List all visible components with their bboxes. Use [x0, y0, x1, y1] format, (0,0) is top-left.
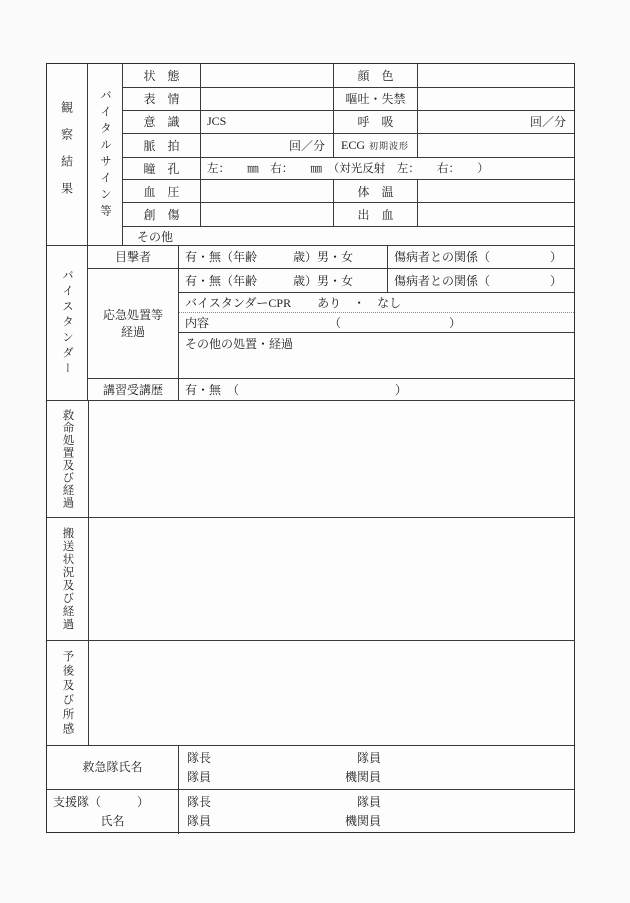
bystander-section — [47, 246, 574, 401]
crew-line-2 — [179, 768, 574, 787]
aid-witness-field[interactable]: 有・無（年齢 歳）男・女 — [179, 269, 388, 292]
crew-engineer-label[interactable]: 機関員 — [344, 769, 381, 784]
consciousness-label: 意 識 — [123, 111, 201, 133]
vomit-incontinence-field[interactable] — [418, 88, 574, 110]
pulse-field[interactable]: 回／分 — [201, 134, 334, 157]
cpr-field[interactable] — [179, 293, 574, 312]
observation-section-label-text: 観察結果 — [59, 100, 74, 209]
vomit-incontinence-label: 嘔吐・失禁 — [334, 88, 418, 110]
bystander-rows — [88, 246, 574, 400]
prognosis-section-label — [47, 641, 89, 745]
bleeding-field[interactable] — [418, 203, 574, 226]
support-crew-section — [47, 790, 574, 834]
support-member1-label[interactable]: 隊員 — [356, 795, 381, 809]
blood-pressure-label: 血 圧 — [123, 180, 201, 202]
witness-label: 目撃者 — [88, 246, 179, 268]
crew-name-fields — [179, 746, 574, 789]
support-engineer-label[interactable]: 機関員 — [344, 814, 381, 828]
row-state — [123, 64, 574, 88]
rescue-section-label-text: 救命処置及び経過 — [61, 409, 74, 509]
first-aid-label-line2: 経過 — [120, 324, 145, 339]
prognosis-section — [47, 641, 574, 746]
ecg-sub-label: 初期波形 — [369, 140, 410, 151]
transport-section — [47, 518, 574, 641]
face-color-field[interactable] — [418, 64, 574, 87]
row-blood-pressure — [123, 180, 574, 203]
vital-rows — [123, 64, 574, 245]
pulse-label: 脈 拍 — [123, 134, 201, 157]
blood-pressure-field[interactable] — [201, 180, 334, 202]
state-label: 状 態 — [123, 64, 201, 87]
content-label-text: 内容 — [185, 316, 210, 330]
breathing-label: 呼 吸 — [334, 111, 418, 133]
row-pupil — [123, 158, 574, 181]
row-consciousness — [123, 111, 574, 134]
transport-section-label — [47, 518, 89, 640]
row-wound — [123, 203, 574, 227]
temperature-label: 体 温 — [334, 180, 418, 202]
first-aid-label-line1: 応急処置等 — [102, 307, 163, 322]
crew-name-section — [47, 746, 574, 790]
crew-line-1 — [179, 749, 574, 768]
ecg-field[interactable] — [418, 134, 574, 157]
prognosis-field[interactable] — [89, 641, 574, 745]
row-aid-witness — [179, 269, 574, 293]
row-cpr — [179, 293, 574, 313]
pupil-label: 瞳 孔 — [123, 158, 201, 180]
first-aid-label — [88, 269, 179, 378]
row-expression — [123, 88, 574, 111]
vital-sign-column-label-text: バイタルサイン等 — [99, 88, 111, 221]
observation-section — [47, 64, 574, 246]
wound-field[interactable] — [201, 203, 334, 226]
support-crew-label-line2: 氏名 — [100, 814, 125, 828]
cpr-options[interactable]: あり ・ なし — [317, 295, 402, 310]
aid-relation-field[interactable]: 傷病者との関係（ ） — [394, 273, 563, 288]
row-course — [88, 378, 574, 400]
other-treatment-field[interactable]: その他の処置・経過 — [185, 337, 294, 352]
face-color-label: 顔 色 — [334, 64, 418, 87]
support-line-2 — [179, 812, 574, 831]
witness-field[interactable]: 有・無（年齢 歳）男・女 — [179, 246, 388, 268]
course-field[interactable]: 有・無 （ ） — [185, 383, 408, 398]
wound-label: 創 傷 — [123, 203, 201, 226]
rescue-section-label — [47, 401, 89, 517]
course-label: 講習受講歴 — [88, 379, 179, 400]
pupil-field[interactable]: 左： ㎜ 右： ㎜ （対光反射 左： 右： ） — [207, 163, 489, 176]
ecg-label-text: ECG — [341, 137, 365, 152]
expression-field[interactable] — [201, 88, 334, 110]
content-paren[interactable]: （ ） — [329, 316, 462, 330]
ecg-label — [334, 134, 418, 157]
rescue-section — [47, 401, 574, 518]
witness-relation-field[interactable]: 傷病者との関係（ ） — [394, 250, 563, 265]
jcs-field[interactable]: JCS — [201, 111, 334, 133]
row-other-treatment — [179, 333, 574, 378]
transport-section-label-text: 搬送状況及び経過 — [61, 527, 74, 631]
vital-sign-column-label — [88, 64, 123, 245]
transport-field[interactable] — [89, 518, 574, 640]
crew-captain-label[interactable]: 隊長 — [187, 750, 212, 765]
row-witness — [88, 246, 574, 269]
support-line-1 — [179, 793, 574, 812]
row-content — [179, 313, 574, 334]
temperature-field[interactable] — [418, 180, 574, 202]
support-crew-label-line1[interactable]: 支援隊（ ） — [53, 795, 150, 809]
emergency-report-form — [46, 63, 575, 833]
crew-member2-label[interactable]: 隊員 — [187, 769, 212, 784]
prognosis-section-label-text: 予後及び所感 — [61, 649, 74, 737]
support-crew-label — [47, 790, 179, 834]
observation-section-label — [47, 64, 88, 245]
row-pulse — [123, 134, 574, 158]
support-captain-label[interactable]: 隊長 — [187, 795, 212, 809]
bystander-section-label — [47, 246, 88, 400]
other-label[interactable]: その他 — [137, 229, 174, 244]
bleeding-label: 出 血 — [334, 203, 418, 226]
first-aid-block — [88, 269, 574, 378]
support-crew-fields — [179, 790, 574, 834]
support-member2-label[interactable]: 隊員 — [187, 814, 212, 828]
expression-label: 表 情 — [123, 88, 201, 110]
crew-name-label: 救急隊氏名 — [47, 746, 179, 789]
rescue-field[interactable] — [89, 401, 574, 517]
crew-member1-label[interactable]: 隊員 — [356, 750, 381, 765]
state-field[interactable] — [201, 64, 334, 87]
breathing-field[interactable]: 回／分 — [529, 115, 566, 130]
row-other — [123, 227, 574, 245]
bystander-section-label-text: バイスタンダー — [61, 268, 73, 378]
cpr-label-text: バイスタンダーCPR — [185, 295, 292, 310]
first-aid-rows — [179, 269, 574, 378]
content-field[interactable] — [179, 313, 574, 333]
